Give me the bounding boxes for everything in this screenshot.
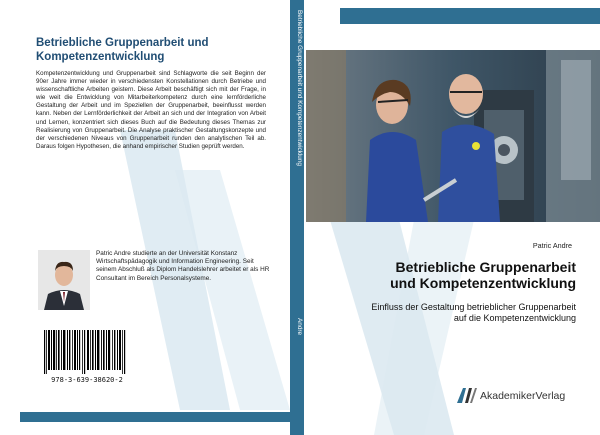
back-description: Kompetenzentwicklung und Gruppenarbeit sind Schlagworte die seit Beginn der 90er Jahre immer wieder in verschiedensten Konstellationen durch Betriebe und wissenschaftliche Arbeiten geistern. Diese Arbeit beschäftigt sich mit der Frage, in wie weit die Entwicklung von Mitarbeiterkompetenz durch eine lernförderliche Gestaltung der Arbeit und im Speziellen der Gruppenarbeit, beeinflusst werden kann. Neben der Lernförderlichkeit der Arbeit an sich und der Integration von Arbeit und Lernen, konzentriert sich dieses Buch auf die Bedeutung dieses Themas zur Realisierung von Gruppenarbeit. Die Analyse praktischer Gestaltungskonzepte und der verschiedenen Niveaus von Gruppenarbeit runden den analytischen Teil ab. Daraus folgen Hypothesen, die anhand empirischer Studien geprüft werden. — [36, 70, 266, 150]
barcode — [40, 330, 132, 386]
front-title — [330, 259, 576, 291]
publisher — [456, 386, 596, 406]
spine-title — [294, 10, 302, 210]
back-title: Betriebliche Gruppenarbeit und Kompetenzentwicklung — [36, 37, 209, 63]
front-title-line2: und Kompetenzentwicklung — [390, 275, 576, 291]
publisher-name: AkademikerVerlag — [480, 390, 566, 402]
front-subtitle — [324, 302, 576, 324]
spine-title-text: Betriebliche Gruppenarbeit und Kompetenzentwicklung — [296, 10, 303, 166]
author-bio: Patric Andre studierte an der Universität Konstanz Wirtschaftspädagogik und Information Engineering. Seit seinem Abschluß als Diplom Handelslehrer arbeitet er als HR Consultant im Bereich Personalsysteme. — [96, 250, 270, 282]
av-logo-icon — [456, 386, 478, 404]
back-bottom-bar — [20, 412, 290, 422]
front-subtitle-line2: auf die Kompetenzentwicklung — [453, 313, 576, 323]
cover-photo — [306, 50, 600, 222]
front-top-bar — [340, 8, 600, 24]
front-title-line1: Betriebliche Gruppenarbeit — [395, 259, 576, 275]
back-cover — [0, 0, 290, 435]
front-cover — [304, 0, 600, 435]
barcode-icon — [42, 330, 128, 374]
spine-author-text: Andre — [296, 318, 303, 336]
isbn: 978-3-639-38620-2 — [51, 376, 123, 384]
front-author: Patric Andre — [532, 241, 572, 250]
author-photo — [38, 250, 90, 310]
front-subtitle-line1: Einfluss der Gestaltung betrieblicher Gruppenarbeit — [371, 302, 576, 312]
spine-author — [294, 318, 302, 358]
